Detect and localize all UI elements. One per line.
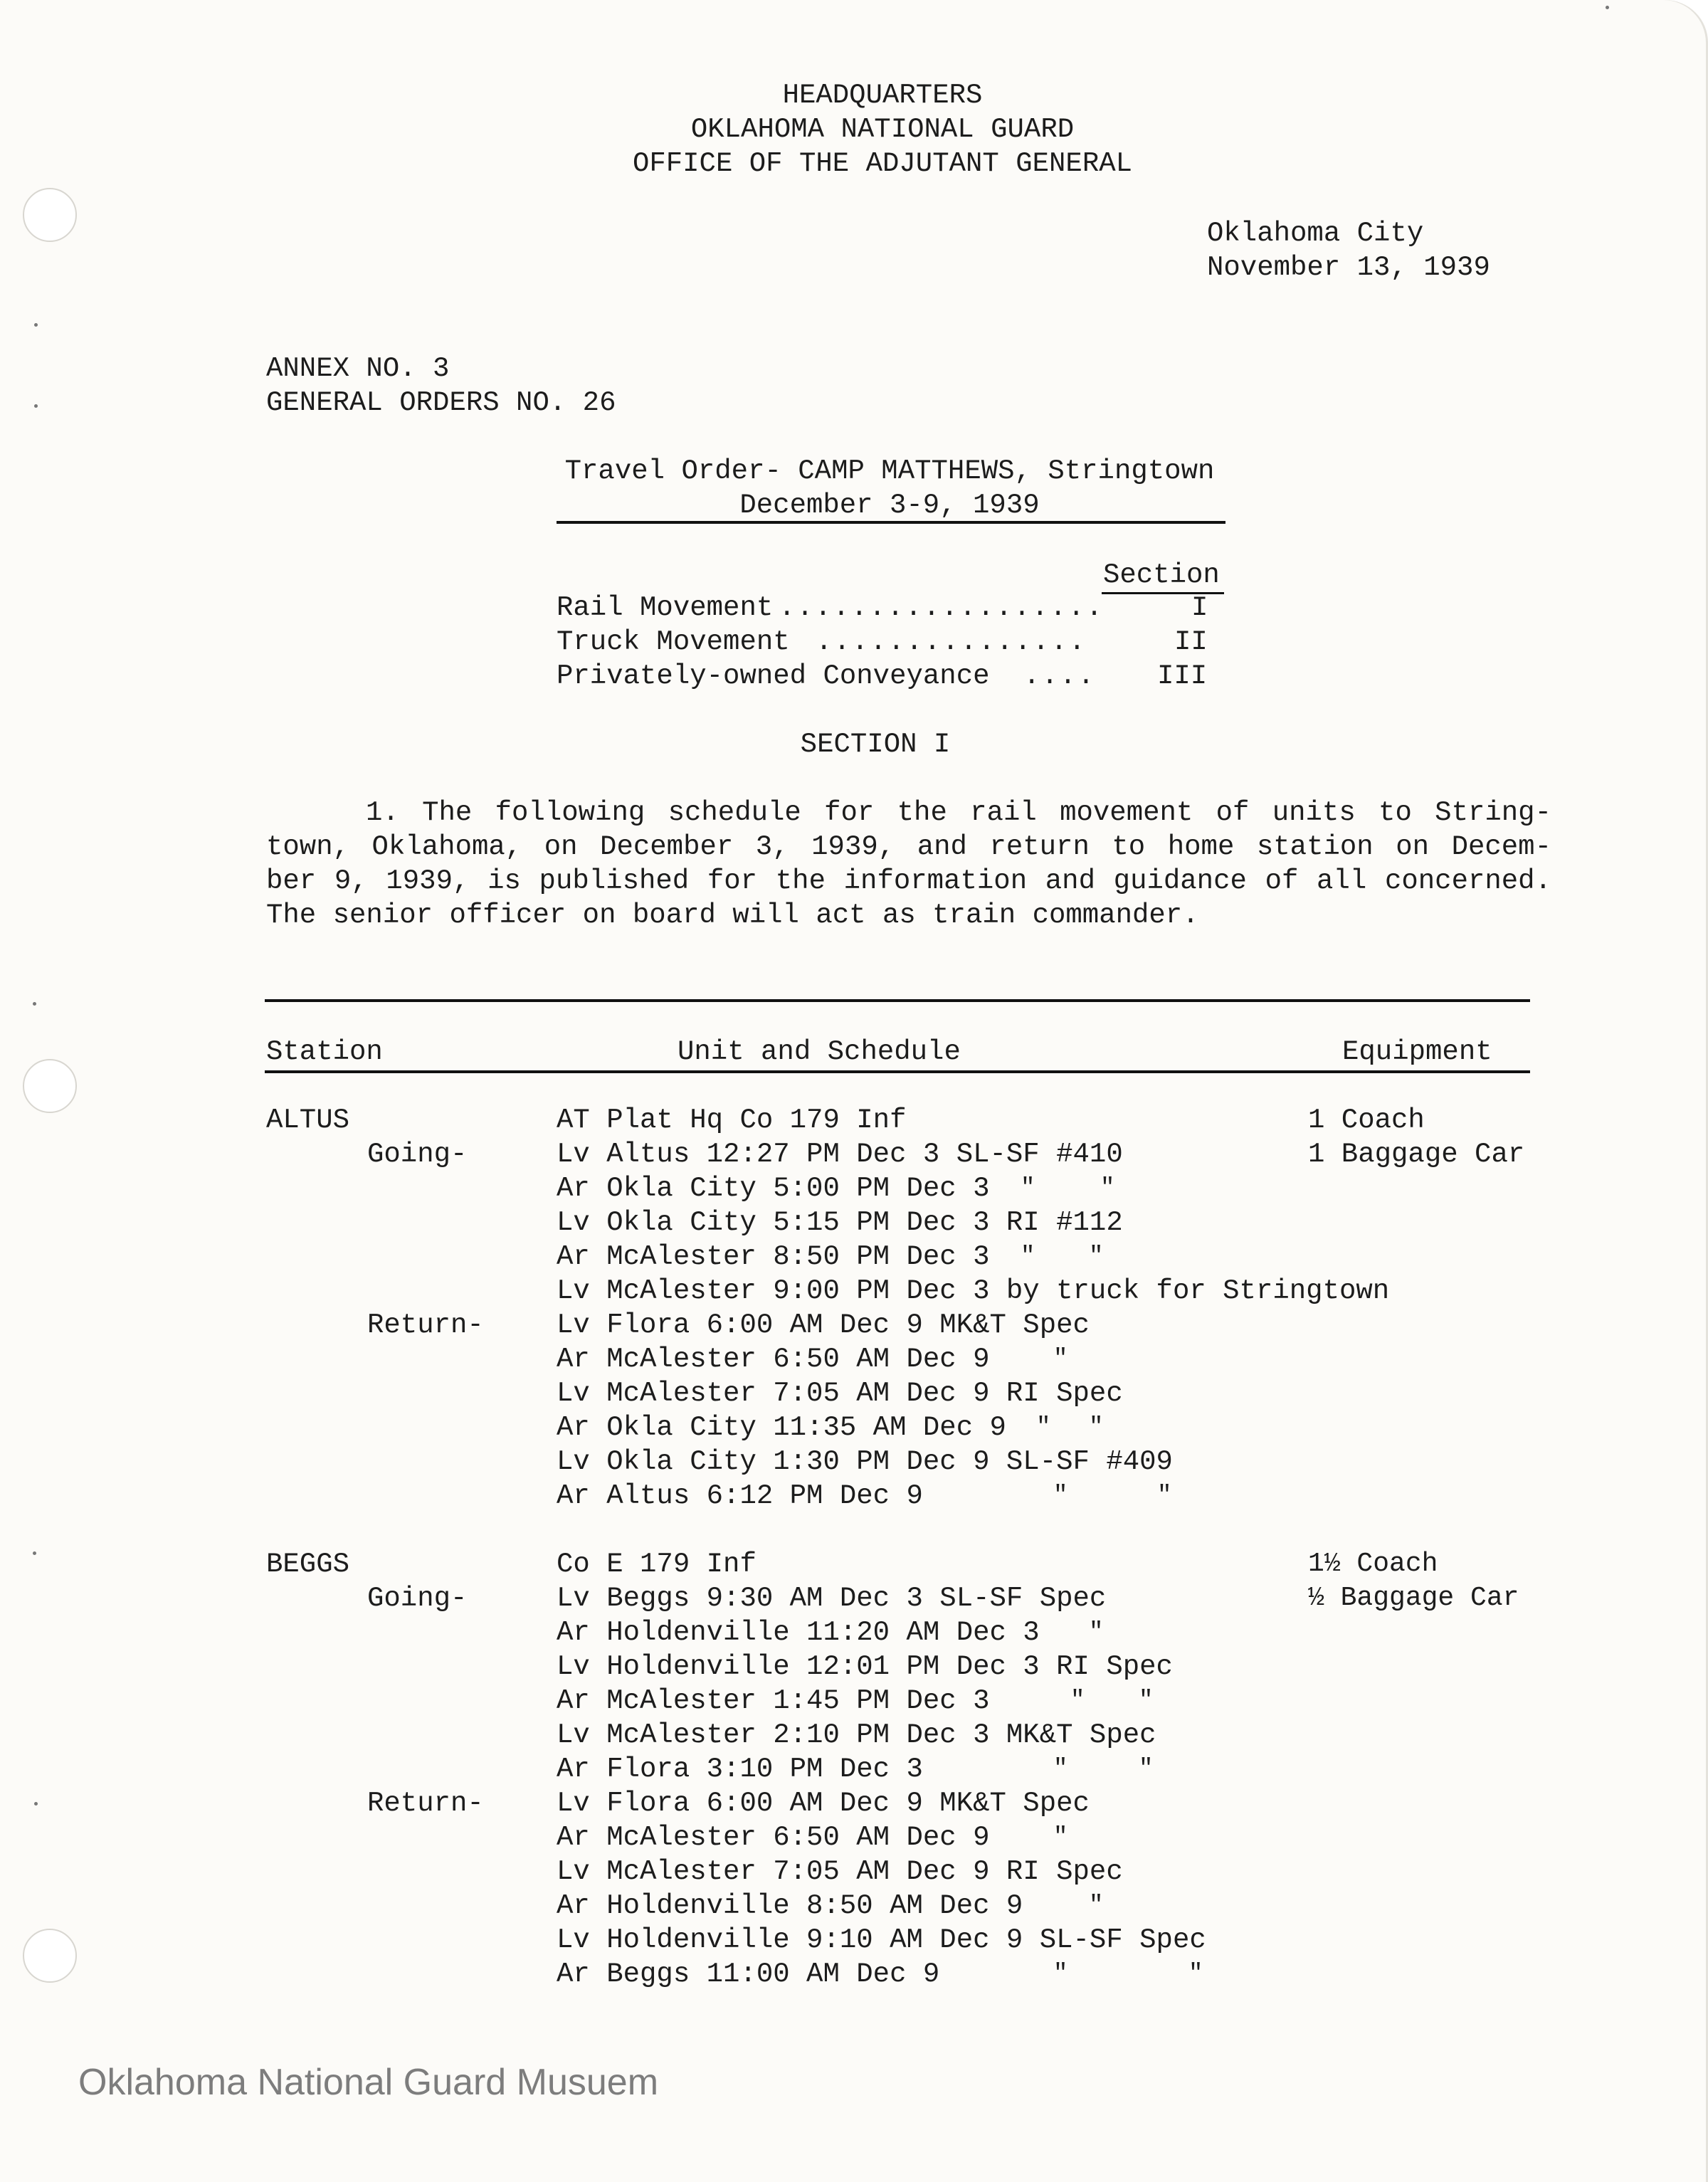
schedule-line: Lv Altus 12:27 PM Dec 3 SL-SF #410 [557,1139,1123,1170]
contents-item-section: II [1174,626,1208,658]
paragraph-line: 1. The following schedule for the rail movement of units to String- [366,797,1551,828]
punch-hole-top [23,188,77,242]
schedule-line: Ar McAlester 8:50 PM Dec 3 [557,1241,990,1272]
schedule-line: Ar Beggs 11:00 AM Dec 9 [557,1959,940,1990]
ditto-mark: " [1089,1414,1104,1441]
schedule-line: Lv McAlester 2:10 PM Dec 3 MK&T Spec [557,1719,1156,1751]
contents-section-header: Section [1103,559,1220,591]
schedule-line: Lv Okla City 1:30 PM Dec 9 SL-SF #409 [557,1446,1173,1477]
schedule-line: Lv Flora 6:00 AM Dec 9 MK&T Spec [557,1309,1090,1341]
ditto-mark: " [1089,1892,1104,1919]
margin-speck [34,1802,38,1806]
schedule-line: Ar Holdenville 11:20 AM Dec 3 [557,1617,1040,1648]
schedule-line: Lv Flora 6:00 AM Dec 9 MK&T Spec [557,1788,1090,1819]
station-name: ALTUS [266,1105,350,1136]
ditto-mark: " [1021,1243,1035,1270]
ditto-mark: " [1053,1961,1068,1988]
ditto-mark: " [1188,1961,1203,1988]
going-label: Going- [367,1139,468,1170]
table-top-rule [265,999,1530,1002]
return-label: Return- [367,1309,484,1341]
ditto-mark: " [1036,1414,1051,1441]
ditto-mark: " [1100,1175,1115,1202]
return-label: Return- [367,1788,484,1819]
equipment-item: ½ Baggage Car [1308,1583,1519,1613]
ditto-mark: " [1053,1482,1068,1509]
contents-item-section: I [1191,592,1208,623]
header-line-2: OKLAHOMA NATIONAL GUARD [690,114,1075,145]
contents-item-label: Truck Movement [557,626,790,658]
ditto-mark: " [1157,1482,1172,1509]
place-date: November 13, 1939 [1207,252,1490,283]
schedule-line: Lv Okla City 5:15 PM Dec 3 RI #112 [557,1207,1123,1238]
ditto-mark: " [1089,1243,1104,1270]
title-underline [557,521,1225,524]
ditto-mark: " [1053,1824,1068,1851]
schedule-line: Ar Altus 6:12 PM Dec 9 [557,1480,923,1512]
margin-speck [1606,6,1609,9]
punch-hole-bottom [23,1929,77,1983]
schedule-line: Lv McAlester 7:05 AM Dec 9 RI Spec [557,1378,1123,1409]
column-header-station: Station [266,1036,383,1068]
equipment-item: 1 Baggage Car [1308,1139,1525,1170]
margin-speck [33,1002,36,1006]
equipment-item: 1½ Coach [1308,1549,1438,1579]
paragraph-line: The senior officer on board will act as train commander. [266,900,1199,931]
margin-speck [34,404,38,408]
schedule-line: Lv Beggs 9:30 AM Dec 3 SL-SF Spec [557,1583,1107,1614]
column-header-unit: Unit and Schedule [678,1036,961,1068]
schedule-line: Ar McAlester 6:50 AM Dec 9 [557,1344,990,1375]
punch-hole-middle [23,1059,77,1113]
leader-dots: .... [1023,660,1096,692]
station-name: BEGGS [266,1549,350,1580]
header-line-3: OFFICE OF THE ADJUTANT GENERAL [632,148,1133,179]
unit-name: AT Plat Hq Co 179 Inf [557,1105,907,1136]
place-city: Oklahoma City [1207,218,1424,249]
general-orders-number: GENERAL ORDERS NO. 26 [266,387,616,418]
contents-item-label: Rail Movement [557,592,774,623]
ditto-mark: " [1021,1175,1035,1202]
margin-speck [33,1551,36,1555]
schedule-line: Ar Okla City 5:00 PM Dec 3 [557,1173,990,1204]
going-label: Going- [367,1583,468,1614]
schedule-line: Ar Okla City 11:35 AM Dec 9 [557,1412,1006,1443]
schedule-line: Lv Holdenville 9:10 AM Dec 9 SL-SF Spec [557,1924,1206,1956]
ditto-mark: " [1053,1346,1068,1373]
schedule-line: Ar McAlester 6:50 AM Dec 9 [557,1822,990,1853]
travel-order-dates: December 3-9, 1939 [739,490,1040,521]
ditto-mark: " [1139,1756,1154,1783]
schedule-line: Lv McAlester 7:05 AM Dec 9 RI Spec [557,1856,1123,1887]
travel-order-title: Travel Order- CAMP MATTHEWS, Stringtown [564,455,1215,487]
leader-dots: .................. [779,592,1105,623]
contents-item-section: III [1157,660,1208,692]
paragraph-line: town, Oklahoma, on December 3, 1939, and return to home station on Decem- [266,831,1551,863]
leader-dots: ............... [816,626,1087,658]
margin-speck [34,323,38,327]
museum-watermark: Oklahoma National Guard Musuem [78,2062,659,2103]
schedule-line: Lv McAlester 9:00 PM Dec 3 by truck for Stringtown [557,1275,1390,1307]
header-line-1: HEADQUARTERS [782,80,983,111]
annex-number: ANNEX NO. 3 [266,353,450,384]
ditto-mark: " [1053,1756,1068,1783]
ditto-mark: " [1139,1687,1154,1714]
section-heading: SECTION I [800,729,951,760]
ditto-mark: " [1070,1687,1085,1714]
paragraph-line: ber 9, 1939, is published for the information and guidance of all concerned. [266,865,1551,897]
contents-item-label: Privately-owned Conveyance [557,660,990,692]
table-header-rule [265,1070,1530,1073]
schedule-line: Ar Holdenville 8:50 AM Dec 9 [557,1890,1023,1922]
column-header-equipment: Equipment [1342,1036,1492,1068]
unit-name: Co E 179 Inf [557,1549,757,1580]
equipment-item: 1 Coach [1308,1105,1425,1136]
ditto-mark: " [1089,1619,1104,1646]
schedule-line: Ar McAlester 1:45 PM Dec 3 [557,1685,990,1717]
schedule-line: Lv Holdenville 12:01 PM Dec 3 RI Spec [557,1651,1173,1682]
schedule-line: Ar Flora 3:10 PM Dec 3 [557,1754,923,1785]
